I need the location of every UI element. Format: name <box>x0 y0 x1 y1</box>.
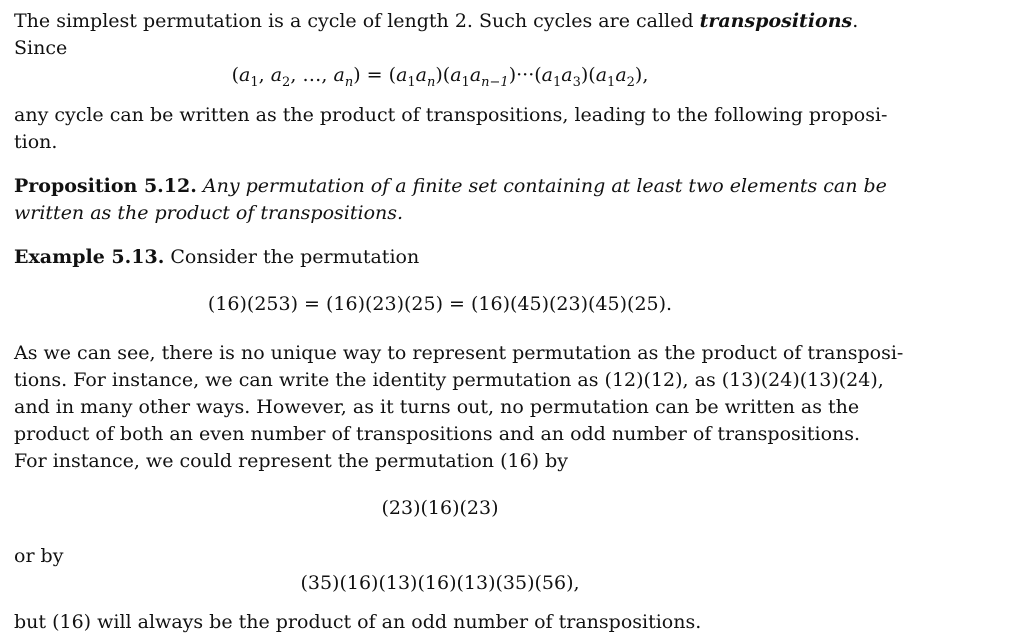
example-text: Consider the permutation <box>170 246 420 268</box>
proposition-line-2: written as the product of transpositions. <box>14 202 404 224</box>
proposition-label: Proposition 5.12. <box>14 175 197 197</box>
paragraph-3-line-4: product of both an even number of transpositions and an odd number of transpositions. <box>14 423 861 445</box>
example-line <box>14 246 419 268</box>
paragraph-2-line-1: any cycle can be written as the product of transpositions, leading to the following proposi- <box>14 104 888 126</box>
intro-text: The simplest permutation is a cycle of length 2. Such cycles are called <box>14 10 700 32</box>
final-sentence: but (16) will always be the product of an odd number of transpositions. <box>14 611 702 633</box>
paragraph-1-line-1 <box>14 10 858 32</box>
paragraph-3-line-1: As we can see, there is no unique way to represent permutation as the product of transposi- <box>14 342 904 364</box>
example-label: Example 5.13. <box>14 246 165 268</box>
intro-end: . <box>852 10 859 32</box>
paragraph-2-line-2: tion. <box>14 131 58 153</box>
or-by-text: or by <box>14 545 64 567</box>
equation-long-product: (35)(16)(13)(16)(13)(35)(56), <box>300 572 580 594</box>
paragraph-3-line-5: For instance, we could represent the permutation (16) by <box>14 450 569 472</box>
equation-cycle-decomposition: ($a_1$, $a_2$, …, $a_n) = (a_1a_n)(a_1a_{n-1})\cdot\cdot\cdot(a_1a_3)(a_1a_2)$, <box>231 64 649 90</box>
equation-identity-example: (23)(16)(23) <box>381 497 499 519</box>
paragraph-3-line-2: tions. For instance, we can write the identity permutation as (12)(12), as (13)(24)(13)(24), <box>14 369 884 391</box>
paragraph-3-line-3: and in many other ways. However, as it turns out, no permutation can be written as the <box>14 396 860 418</box>
since-text: Since <box>14 37 68 59</box>
proposition-line-1 <box>14 175 887 197</box>
proposition-text-1: Any permutation of a finite set containing at least two elements can be <box>202 175 887 197</box>
term-transpositions: transpositions <box>699 10 853 32</box>
equation-permutation-products: (16)(253) = (16)(23)(25) = (16)(45)(23)(45)(25). <box>207 293 673 315</box>
